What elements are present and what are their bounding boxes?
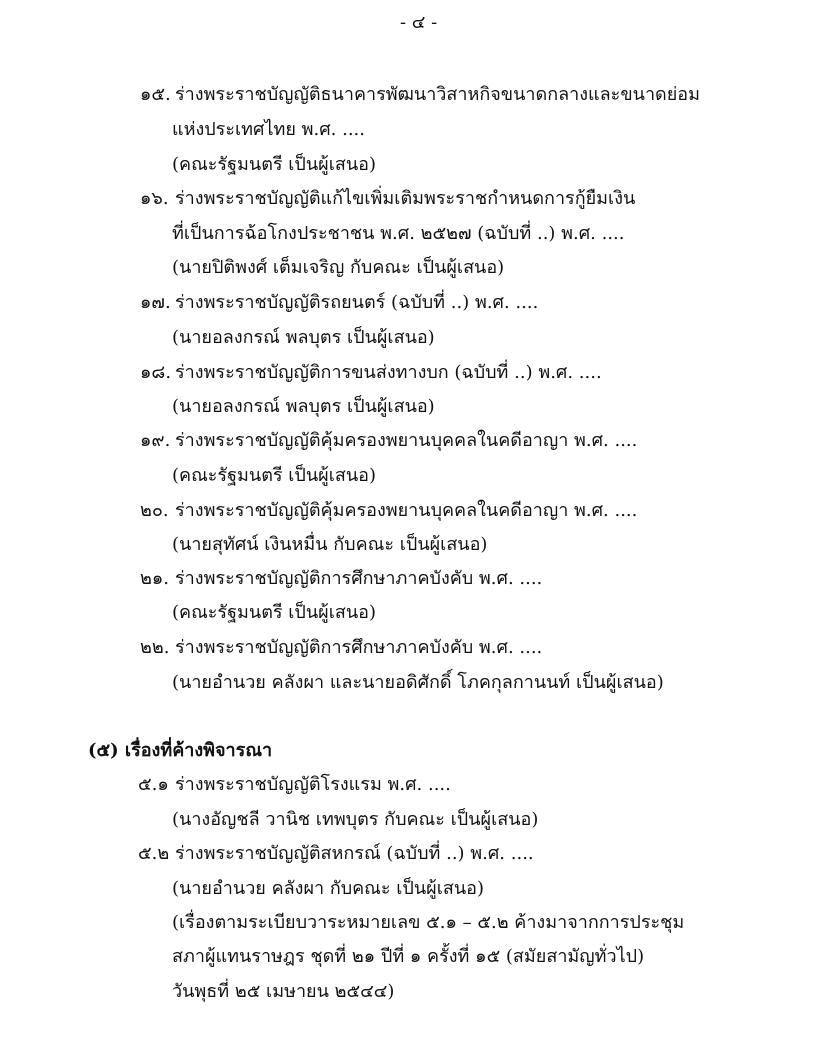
bill-title: ร่างพระราชบัญญัติคุ้มครองพยานบุคคลในคดีอาญา พ.ศ. .... xyxy=(175,500,638,521)
bill-proposer: (นายอำนวย คลังผา และนายอดิศักดิ์ โภคกุลกานนท์ เป็นผู้เสนอ) xyxy=(172,672,664,693)
bill-title: ร่างพระราชบัญญัติสหกรณ์ (ฉบับที่ ..) พ.ศ. .... xyxy=(175,843,534,864)
bill-proposer: (คณะรัฐมนตรี เป็นผู้เสนอ) xyxy=(172,602,376,623)
list-item-number: ๑๖. xyxy=(140,188,169,209)
bill-proposer: (นางอัญชลี วานิช เทพบุตร กับคณะ เป็นผู้เสนอ) xyxy=(172,809,539,830)
bill-proposer: (นายปิติพงศ์ เต็มเจริญ กับคณะ เป็นผู้เสนอ) xyxy=(172,257,505,278)
bill-title: ร่างพระราชบัญญัติการศึกษาภาคบังคับ พ.ศ. .... xyxy=(175,637,543,658)
bill-title: ร่างพระราชบัญญัติคุ้มครองพยานบุคคลในคดีอาญา พ.ศ. .... xyxy=(175,430,638,451)
note-line: วันพุธที่ ๒๕ เมษายน ๒๕๔๔) xyxy=(172,981,395,1002)
list-item-number: ๕.๒ xyxy=(138,843,170,864)
bill-title-continued: ที่เป็นการฉ้อโกงประชาชน พ.ศ. ๒๕๒๗ (ฉบับที่ ..) พ.ศ. .... xyxy=(172,223,625,244)
list-item-number: ๑๘. xyxy=(140,362,172,383)
bill-title: ร่างพระราชบัญญัติแก้ไขเพิ่มเติมพระราชกำหนดการกู้ยืมเงิน xyxy=(175,188,636,209)
note-line: (เรื่องตามระเบียบวาระหมายเลข ๕.๑ – ๕.๒ ค้างมาจากการประชุม xyxy=(172,912,685,933)
bill-proposer: (นายอลงกรณ์ พลบุตร เป็นผู้เสนอ) xyxy=(172,396,435,417)
page-number: - ๔ - xyxy=(400,12,438,33)
list-item-number: ๕.๑ xyxy=(138,774,169,795)
bill-title-continued: แห่งประเทศไทย พ.ศ. .... xyxy=(172,119,365,140)
list-item-number: ๒๒. xyxy=(140,637,170,658)
list-item-number: ๒๐. xyxy=(140,500,169,521)
bill-proposer: (นายอลงกรณ์ พลบุตร เป็นผู้เสนอ) xyxy=(172,327,435,348)
list-item-number: ๑๕. xyxy=(140,84,171,105)
bill-proposer: (นายสุทัศน์ เงินหมื่น กับคณะ เป็นผู้เสนอ) xyxy=(172,534,488,555)
list-item-number: ๒๑. xyxy=(140,568,170,589)
bill-title: ร่างพระราชบัญญัติโรงแรม พ.ศ. .... xyxy=(175,774,451,795)
section-heading: (๕) เรื่องที่ค้างพิจารณา xyxy=(88,740,273,761)
bill-title: ร่างพระราชบัญญัติการศึกษาภาคบังคับ พ.ศ. .... xyxy=(175,568,543,589)
bill-proposer: (คณะรัฐมนตรี เป็นผู้เสนอ) xyxy=(172,465,376,486)
bill-title: ร่างพระราชบัญญัติการขนส่งทางบก (ฉบับที่ ..) พ.ศ. .... xyxy=(175,362,602,383)
bill-proposer: (คณะรัฐมนตรี เป็นผู้เสนอ) xyxy=(172,154,376,175)
list-item-number: ๑๗. xyxy=(140,292,171,313)
list-item-number: ๑๙. xyxy=(140,430,171,451)
bill-proposer: (นายอำนวย คลังผา กับคณะ เป็นผู้เสนอ) xyxy=(172,878,484,899)
bill-title: ร่างพระราชบัญญัติรถยนตร์ (ฉบับที่ ..) พ.ศ. .... xyxy=(175,292,539,313)
bill-title: ร่างพระราชบัญญัติธนาคารพัฒนาวิสาหกิจขนาดกลางและขนาดย่อม xyxy=(175,84,700,105)
note-line: สภาผู้แทนราษฎร ชุดที่ ๒๑ ปีที่ ๑ ครั้งที่ ๑๕ (สมัยสามัญทั่วไป) xyxy=(172,946,645,967)
